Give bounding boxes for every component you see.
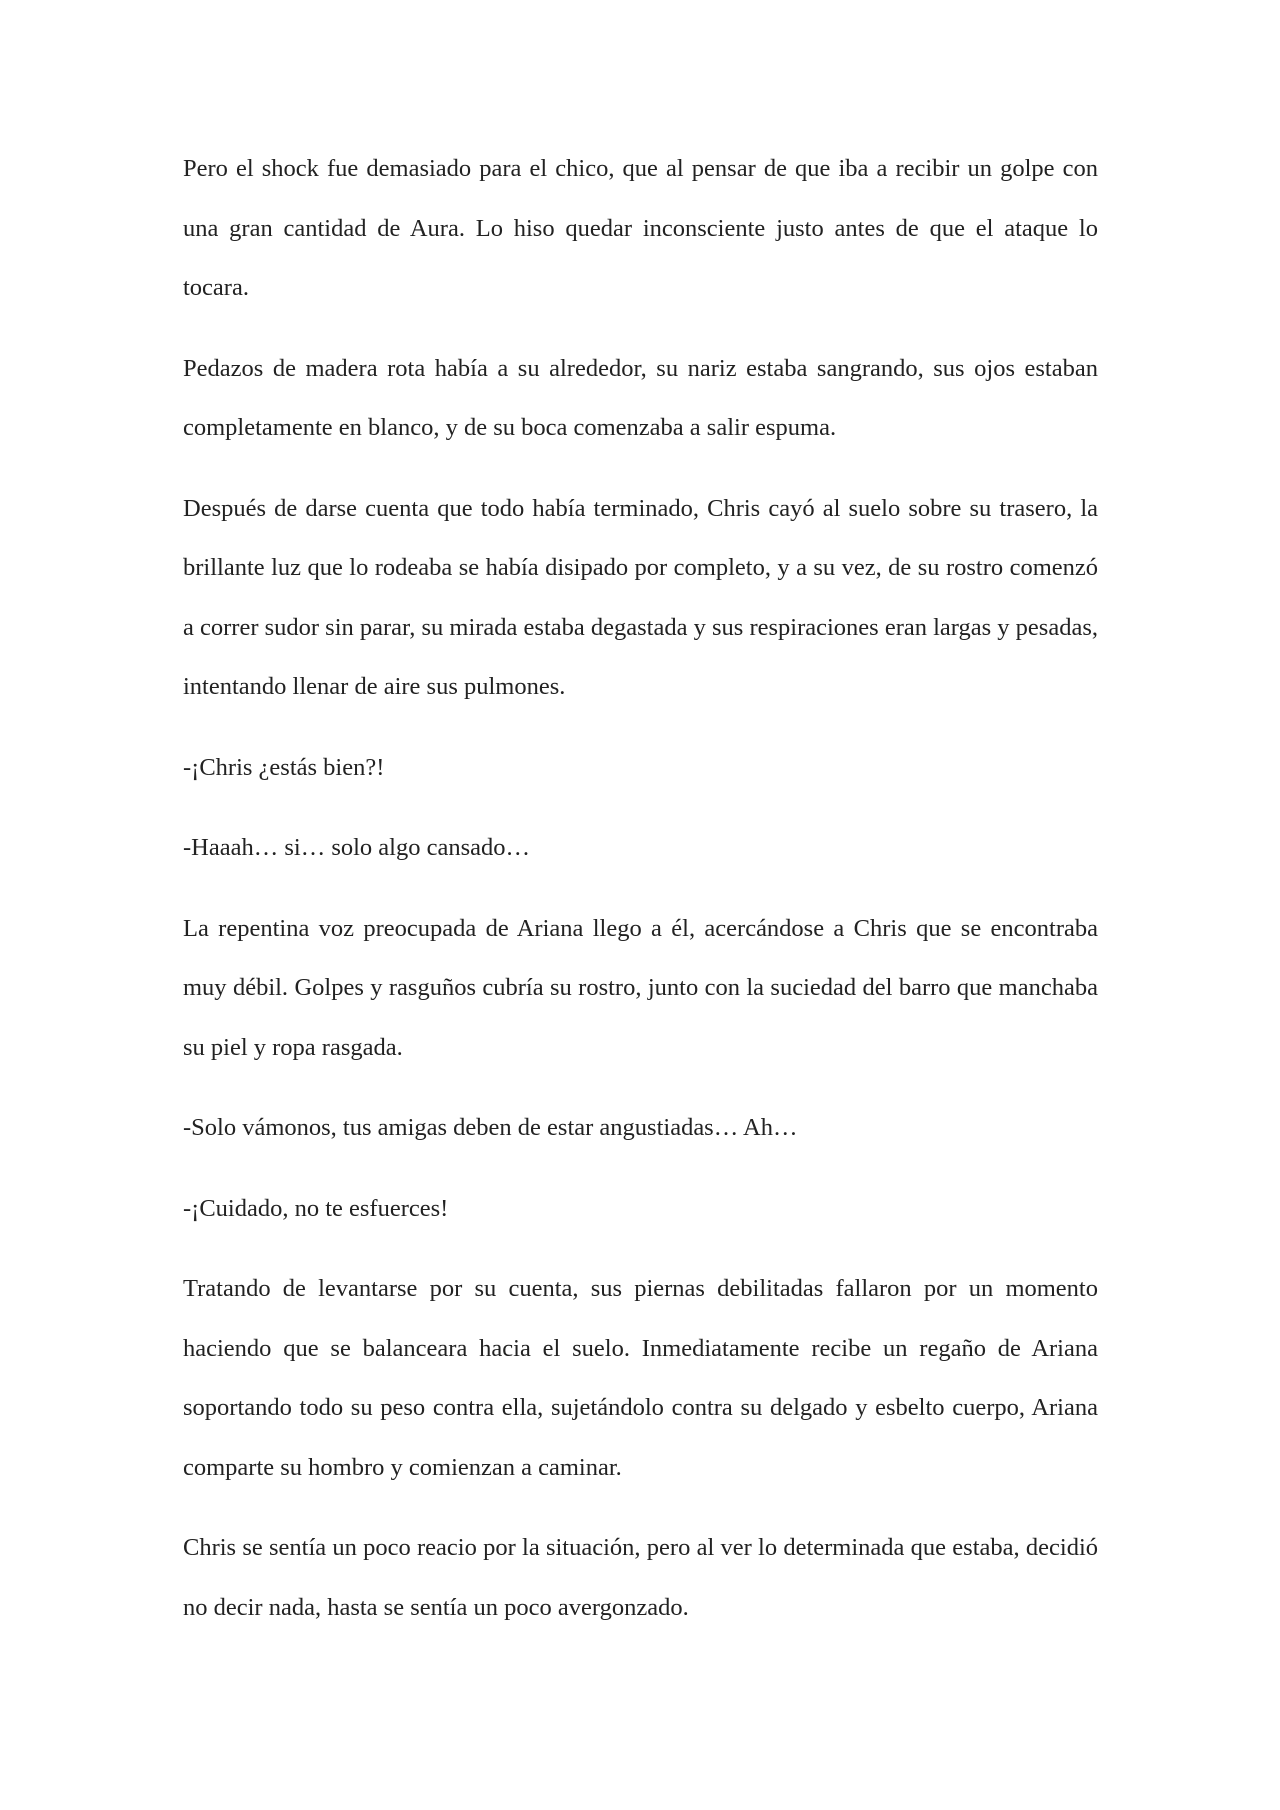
paragraph: Pedazos de madera rota había a su alrededor, su nariz estaba sangrando, sus ojos estaban completamente en blanco, y de su boca comenzaba a salir espuma. bbox=[183, 354, 1098, 441]
paragraph: Chris se sentía un poco reacio por la situación, pero al ver lo determinada que estaba, decidió no decir nada, hasta se sentía un poco avergonzado. bbox=[183, 1534, 1098, 1621]
paragraph: Pero el shock fue demasiado para el chico, que al pensar de que iba a recibir un golpe con una gran cantidad de Aura. Lo hiso quedar inconsciente justo antes de que el ataque lo tocara. bbox=[183, 155, 1098, 301]
dialogue-line: -Solo vámonos, tus amigas deben de estar angustiadas… Ah… bbox=[183, 1114, 798, 1141]
paragraph: La repentina voz preocupada de Ariana llego a él, acercándose a Chris que se encontraba muy débil. Golpes y rasguños cubría su rostro, junto con la suciedad del barro que manchaba su piel y ropa rasgada. bbox=[183, 914, 1098, 1061]
document-body bbox=[183, 139, 1098, 1658]
paragraph: Tratando de levantarse por su cuenta, sus piernas debilitadas fallaron por un momento haciendo que se balanceara hacia el suelo. Inmediatamente recibe un regaño de Ariana soportando todo su peso contra ella, sujetándolo contra su delgado y esbelto cuerpo, Ariana comparte su hombro y comienzan a caminar. bbox=[183, 1275, 1098, 1481]
paragraph: Después de darse cuenta que todo había terminado, Chris cayó al suelo sobre su trasero, la brillante luz que lo rodeaba se había disipado por completo, y a su vez, de su rostro comenzó a correr sudor sin parar, su mirada estaba degastada y sus respiraciones eran largas y pesadas, intentando llenar de aire sus pulmones. bbox=[183, 494, 1098, 700]
dialogue-line: -¡Chris ¿estás bien?! bbox=[183, 753, 385, 781]
dialogue-line: -¡Cuidado, no te esfuerces! bbox=[183, 1194, 449, 1222]
dialogue-line: -Haaah… si… solo algo cansado… bbox=[183, 834, 530, 861]
